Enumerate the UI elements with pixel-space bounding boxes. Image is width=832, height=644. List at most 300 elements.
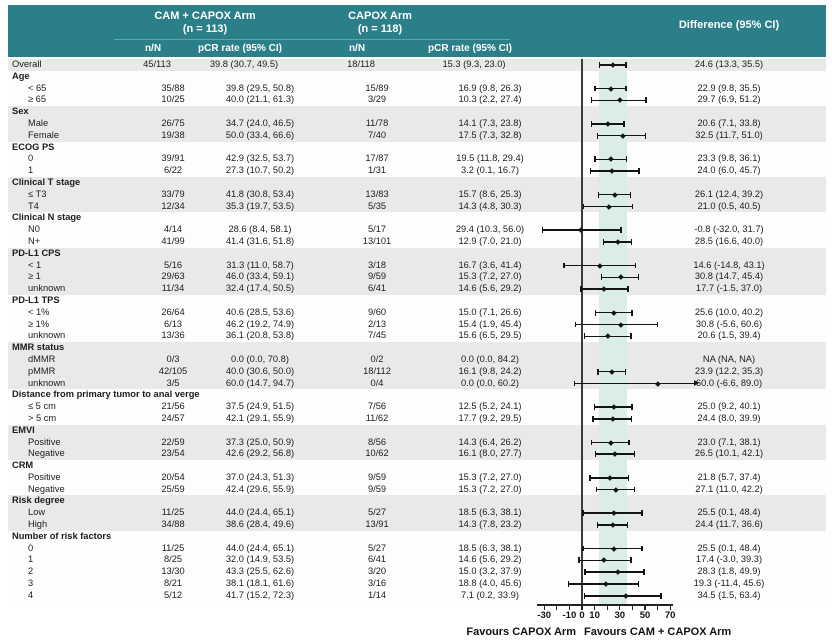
row-label: Negative <box>28 448 65 459</box>
arm2-nN-cell: 5/27 <box>367 542 387 553</box>
arm2-pcr-cell: 14.6 (5.6, 29.2) <box>458 554 522 565</box>
table-row <box>8 460 826 472</box>
row-label: N0 <box>28 224 40 235</box>
row-label: CRM <box>12 460 34 471</box>
difference-cell: 30.8 (14.7, 45.4) <box>694 271 764 282</box>
arm2-nN-cell: 8/56 <box>367 436 387 447</box>
arm2-nN-cell: 7/45 <box>367 330 387 341</box>
arm1-nN-cell: 10/25 <box>161 94 185 105</box>
arm2-pcr-cell: 29.4 (10.3, 56.0) <box>455 224 525 235</box>
arm1-nN-cell: 21/56 <box>161 401 185 412</box>
arm1-pcr-cell: 42.1 (29.1, 55.9) <box>225 412 295 423</box>
ci-upper-cap <box>626 156 628 162</box>
row-label: > 5 cm <box>28 412 57 423</box>
axis-tick-label: -10 <box>562 610 577 621</box>
axis-tick <box>607 606 608 611</box>
difference-cell: 26.1 (12.4, 39.2) <box>694 188 764 199</box>
table-row <box>8 437 826 449</box>
arm2-pcr-cell <box>426 177 522 189</box>
arm1-pcr-cell <box>192 106 296 118</box>
ci-lower-cap <box>594 404 596 410</box>
arm1-pcr-cell: 42.9 (32.5, 53.7) <box>225 153 295 164</box>
arm2-pcr-cell <box>426 389 522 401</box>
ci-lower-cap <box>584 569 586 575</box>
table-row <box>8 472 826 484</box>
difference-cell: 25.6 (10.0, 40.2) <box>694 306 764 317</box>
arm2-nN-cell <box>296 248 426 260</box>
arm2-nN-cell: 3/29 <box>367 94 387 105</box>
row-label: N+ <box>28 235 41 246</box>
difference-cell: 24.6 (13.3, 35.5) <box>694 59 764 69</box>
arm2-pcr-cell <box>426 71 522 83</box>
arm1-pcr-cell: 50.0 (33.4, 66.6) <box>225 129 295 140</box>
ci-upper-cap <box>627 286 629 292</box>
arm1-nN-cell: 23/54 <box>161 448 185 459</box>
ci-lower-cap <box>582 510 584 516</box>
arm1-nN-cell <box>122 212 192 224</box>
table-row <box>8 71 826 83</box>
arm2-nN-cell: 9/59 <box>367 471 387 482</box>
axis-tick <box>594 606 595 611</box>
arm1-pcr-cell <box>192 295 296 307</box>
ci-lower-cap <box>575 322 577 328</box>
difference-cell: 17.4 (-3.0, 39.3) <box>695 554 763 565</box>
arm2-n-text: (n = 118) <box>357 23 403 35</box>
confidence-interval-marker <box>592 418 632 420</box>
arm1-pcr-cell: 32.4 (17.4, 50.5) <box>225 283 295 294</box>
ci-lower-cap <box>580 286 582 292</box>
arm1-nN-cell: 5/12 <box>163 589 183 600</box>
arm2-pcr-cell: 15.3 (7.2, 27.0) <box>458 471 522 482</box>
confidence-interval-marker <box>595 312 633 314</box>
axis-tick <box>644 606 645 611</box>
arm1-pcr-cell: 32.0 (14.9, 53.5) <box>225 554 295 565</box>
arm2-nN-cell <box>296 495 426 507</box>
favours-right-label: Favours CAM + CAPOX Arm <box>584 626 732 638</box>
row-label: unknown <box>28 377 66 388</box>
arm2-pcr-cell: 12.5 (5.2, 24.1) <box>458 401 522 412</box>
arm2-pcr-cell <box>426 495 522 507</box>
arm2-nN-cell: 3/20 <box>367 566 387 577</box>
arm1-nN-cell: 25/59 <box>161 483 185 494</box>
axis-tick <box>670 606 671 611</box>
axis-tick <box>581 606 582 611</box>
table-row <box>8 130 826 142</box>
arm1-pcr-cell <box>192 460 296 472</box>
confidence-interval-marker <box>591 442 630 444</box>
ci-lower-cap <box>584 593 586 599</box>
row-label: 0 <box>28 153 34 164</box>
ci-upper-cap <box>635 263 637 269</box>
ci-upper-cap <box>632 204 634 210</box>
confidence-interval-marker <box>603 241 632 243</box>
arm1-nN-cell: 0/3 <box>166 353 180 364</box>
arm1-nN-cell: 13/36 <box>161 330 185 341</box>
ci-lower-cap <box>595 451 597 457</box>
favours-left-label: Favours CAPOX Arm <box>466 626 576 638</box>
arm2-nN-cell: 18/112 <box>363 365 391 376</box>
table-row <box>8 189 826 201</box>
ci-lower-cap <box>563 263 565 269</box>
arm1-nN-cell: 13/30 <box>161 566 185 577</box>
arm1-nN-cell <box>122 425 192 437</box>
ci-upper-cap <box>623 121 625 127</box>
confidence-interval-marker <box>599 64 627 66</box>
table-row <box>8 342 826 354</box>
arm1-pcr-cell: 39.8 (29.5, 50.8) <box>225 82 295 93</box>
ci-upper-cap <box>628 475 630 481</box>
table-row <box>8 495 826 507</box>
ci-lower-cap <box>595 310 597 316</box>
table-row <box>8 201 826 213</box>
row-label: Positive <box>28 471 61 482</box>
difference-cell: 14.6 (-14.8, 43.1) <box>693 259 765 270</box>
table-row <box>8 165 826 177</box>
ci-lower-cap <box>574 381 576 387</box>
arm1-pcr-cell <box>192 248 296 260</box>
confidence-interval-marker <box>591 123 625 125</box>
arm1-nN-cell: 45/113 <box>143 59 171 69</box>
confidence-interval-marker <box>584 336 632 338</box>
col-header-arm2-nN: n/N <box>348 43 366 54</box>
point-estimate-marker <box>578 227 583 232</box>
table-row <box>8 590 826 602</box>
table-row <box>8 212 826 224</box>
arm1-pcr-cell: 38.1 (18.1, 61.6) <box>225 578 295 589</box>
ci-lower-cap <box>584 333 586 339</box>
table-row <box>8 554 826 566</box>
row-label: MMR status <box>12 342 65 353</box>
arm1-nN-cell: 6/22 <box>163 165 183 176</box>
difference-cell: 24.4 (11.7, 36.6) <box>695 519 763 530</box>
ci-upper-cap <box>657 322 659 328</box>
arm1-pcr-cell <box>192 425 296 437</box>
ci-lower-cap <box>542 227 544 233</box>
difference-cell: 60.0 (-6.6, 89.0) <box>695 377 763 388</box>
arm1-pcr-cell: 44.0 (24.4, 65.1) <box>225 542 295 553</box>
arm1-pcr-cell: 40.0 (30.6, 50.0) <box>225 365 295 376</box>
ci-upper-cap <box>638 581 640 587</box>
arm1-nN-cell: 5/16 <box>163 259 183 270</box>
row-label: Clinical N stage <box>12 212 82 223</box>
arm2-header <box>284 10 476 36</box>
ci-upper-cap <box>638 168 640 174</box>
confidence-interval-marker <box>596 489 635 491</box>
confidence-interval-marker <box>597 524 628 526</box>
arm1-header <box>114 10 296 36</box>
ci-upper-cap <box>645 133 647 139</box>
arm1-pcr-cell <box>192 495 296 507</box>
table-row <box>8 271 826 283</box>
ci-lower-cap <box>591 121 593 127</box>
ci-upper-cap <box>620 227 622 233</box>
axis-tick <box>619 606 620 611</box>
arm1-pcr-cell <box>192 212 296 224</box>
arm2-pcr-cell <box>426 212 522 224</box>
arm2-nN-cell <box>296 71 426 83</box>
table-row <box>8 378 826 390</box>
arm1-pcr-cell: 35.3 (19.7, 53.5) <box>225 200 295 211</box>
table-row <box>8 366 826 378</box>
arm2-nN-cell: 18/118 <box>347 59 375 69</box>
arm2-pcr-cell: 16.1 (8.0, 27.7) <box>458 448 522 459</box>
row-label: dMMR <box>28 353 56 364</box>
arm2-pcr-cell: 12.9 (7.0, 21.0) <box>458 235 522 246</box>
ci-upper-cap <box>645 97 647 103</box>
arm2-nN-cell: 5/27 <box>367 507 387 518</box>
difference-cell: 20.6 (7.1, 33.8) <box>697 117 761 128</box>
point-estimate-marker <box>655 381 660 386</box>
col-header-arm1-nN: n/N <box>144 43 162 54</box>
table-row <box>8 401 826 413</box>
difference-cell: 23.9 (12.2, 35.3) <box>694 365 764 376</box>
arm2-pcr-cell: 14.3 (4.8, 30.3) <box>458 200 522 211</box>
axis-tick-label: 50 <box>639 610 651 621</box>
arm2-nN-cell <box>296 212 426 224</box>
row-label: 2 <box>28 566 34 577</box>
arm2-pcr-cell: 15.6 (6.5, 29.5) <box>458 330 522 341</box>
table-row <box>8 248 826 260</box>
ci-upper-cap <box>631 404 633 410</box>
difference-cell: 28.3 (1.8, 49.9) <box>697 566 761 577</box>
arm1-pcr-cell: 28.6 (8.4, 58.1) <box>228 224 292 235</box>
arm1-pcr-cell <box>192 142 296 154</box>
arm2-pcr-cell: 0.0 (0.0, 84.2) <box>461 353 519 364</box>
confidence-interval-marker <box>580 288 629 290</box>
confidence-interval-marker <box>594 88 626 90</box>
table-row <box>8 543 826 555</box>
row-label: 1 <box>28 554 34 565</box>
arm2-pcr-cell: 18.5 (6.3, 38.1) <box>458 542 522 553</box>
ci-lower-cap <box>568 581 570 587</box>
arm1-pcr-cell: 42.6 (29.2, 56.8) <box>225 448 295 459</box>
row-label: EMVI <box>12 424 35 435</box>
row-label: T4 <box>28 200 39 211</box>
arm2-title-text: CAPOX Arm <box>348 10 412 22</box>
x-axis-line <box>537 604 673 606</box>
row-label: < 1% <box>28 306 50 317</box>
arm1-nN-cell <box>122 295 192 307</box>
difference-cell: 26.5 (10.1, 42.1) <box>694 448 764 459</box>
difference-cell: 28.5 (16.6, 40.0) <box>694 235 764 246</box>
arm2-pcr-cell: 17.5 (7.3, 32.8) <box>458 129 522 140</box>
ci-upper-cap <box>631 310 633 316</box>
axis-tick <box>569 606 570 611</box>
arm2-pcr-cell: 17.7 (9.2, 29.5) <box>458 412 522 423</box>
arm1-nN-cell <box>122 531 192 543</box>
row-label: ≤ T3 <box>28 188 47 199</box>
arm2-nN-cell: 3/18 <box>367 259 387 270</box>
difference-cell: -0.8 (-32.0, 31.7) <box>694 224 764 235</box>
arm1-nN-cell: 6/13 <box>163 318 183 329</box>
arm1-pcr-cell: 0.0 (0.0, 70.8) <box>231 353 289 364</box>
arm2-nN-cell: 9/60 <box>367 306 387 317</box>
confidence-interval-marker <box>563 265 636 267</box>
table-row <box>8 94 826 106</box>
arm2-nN-cell: 11/78 <box>365 117 389 128</box>
arm2-nN-cell: 2/13 <box>367 318 387 329</box>
difference-cell: 23.0 (7.1, 38.1) <box>697 436 761 447</box>
arm1-nN-cell: 34/88 <box>161 519 185 530</box>
arm1-nN-cell <box>122 495 192 507</box>
ci-lower-cap <box>597 133 599 139</box>
arm1-nN-cell: 26/75 <box>161 117 185 128</box>
axis-tick <box>556 606 557 611</box>
ci-lower-cap <box>582 546 584 552</box>
arm2-pcr-cell <box>426 425 522 437</box>
arm2-nN-cell: 6/41 <box>367 554 387 565</box>
table-row <box>8 177 826 189</box>
row-label: 4 <box>28 589 34 600</box>
axis-tick-label: 30 <box>614 610 626 621</box>
arm2-nN-cell <box>296 177 426 189</box>
confidence-interval-marker <box>584 595 662 597</box>
arm2-pcr-cell <box>426 342 522 354</box>
arm2-nN-cell: 7/40 <box>367 129 387 140</box>
arm2-pcr-cell: 3.2 (0.1, 16.7) <box>461 165 519 176</box>
row-label: ≥ 1 <box>28 271 41 282</box>
arm1-nN-cell: 8/21 <box>163 578 183 589</box>
confidence-interval-marker <box>583 206 633 208</box>
ci-upper-cap <box>638 274 640 280</box>
confidence-interval-marker <box>595 453 635 455</box>
arm2-pcr-cell: 14.6 (5.6, 29.2) <box>458 283 522 294</box>
arm1-pcr-cell: 27.3 (10.7, 50.2) <box>225 165 295 176</box>
ci-upper-cap <box>634 451 636 457</box>
table-row <box>8 389 826 401</box>
arm1-nN-cell: 11/34 <box>161 283 185 294</box>
table-row <box>8 354 826 366</box>
arm2-pcr-cell: 10.3 (2.2, 27.4) <box>458 94 522 105</box>
arm1-nN-cell: 20/54 <box>161 471 185 482</box>
arm2-pcr-cell: 15.3 (7.2, 27.0) <box>458 271 522 282</box>
confidence-interval-marker <box>597 371 626 373</box>
difference-column-header: Difference (95% CI) <box>678 19 780 31</box>
ci-lower-cap <box>597 369 599 375</box>
difference-cell: 24.0 (6.0, 45.7) <box>697 165 761 176</box>
arm2-nN-cell: 13/91 <box>365 519 389 530</box>
table-row <box>8 118 826 130</box>
row-label: High <box>28 519 48 530</box>
arm1-pcr-cell: 41.7 (15.2, 72.3) <box>225 589 295 600</box>
difference-cell: 27.1 (11.0, 42.2) <box>695 483 763 494</box>
row-label: Number of risk factors <box>12 530 112 541</box>
confidence-interval-marker <box>578 560 631 562</box>
arm2-pcr-cell: 15.3 (9.3, 23.0) <box>442 59 506 69</box>
arm1-nN-cell: 11/25 <box>161 507 185 518</box>
confidence-interval-marker <box>591 100 647 102</box>
ci-lower-cap <box>598 192 600 198</box>
arm1-pcr-cell: 38.6 (28.4, 49.6) <box>225 519 295 530</box>
row-label: ≥ 1% <box>28 318 50 329</box>
arm2-pcr-cell: 14.1 (7.3, 23.8) <box>458 117 522 128</box>
difference-cell: 30.8 (-5.6, 60.6) <box>695 318 763 329</box>
arm1-pcr-cell: 42.4 (29.6, 55.9) <box>225 483 295 494</box>
arm1-pcr-cell: 41.8 (30.8, 53.4) <box>225 188 295 199</box>
confidence-interval-marker <box>598 194 632 196</box>
arm1-nN-cell <box>122 342 192 354</box>
table-row <box>8 578 826 590</box>
arm1-nN-cell: 26/64 <box>161 306 185 317</box>
arm2-nN-cell: 3/16 <box>367 578 387 589</box>
ci-lower-cap <box>578 557 580 563</box>
arm2-nN-cell: 9/59 <box>367 483 387 494</box>
arm1-nN-cell: 3/5 <box>166 377 180 388</box>
arm2-pcr-cell: 15.4 (1.9, 45.4) <box>458 318 522 329</box>
arm2-pcr-cell: 16.9 (9.8, 26.3) <box>458 82 522 93</box>
arrow-right-icon <box>694 380 699 386</box>
arm1-pcr-cell: 44.0 (24.4, 65.1) <box>225 507 295 518</box>
table-row <box>8 319 826 331</box>
table-row <box>8 531 826 543</box>
arm2-nN-cell: 0/2 <box>370 353 384 364</box>
arm1-pcr-cell: 40.6 (28.5, 53.6) <box>225 306 295 317</box>
arm1-nN-cell <box>122 106 192 118</box>
difference-cell: NA (NA, NA) <box>702 353 756 364</box>
axis-tick-label: 70 <box>664 610 676 621</box>
axis-tick-label: 0 <box>579 610 585 621</box>
ci-lower-cap <box>601 274 603 280</box>
arm1-pcr-cell: 37.3 (25.0, 50.9) <box>225 436 295 447</box>
arm2-nN-cell: 9/59 <box>367 271 387 282</box>
arm2-pcr-cell: 7.1 (0.2, 33.9) <box>461 589 519 600</box>
ci-upper-cap <box>641 546 643 552</box>
arm2-pcr-cell <box>426 531 522 543</box>
arm2-nN-cell: 10/62 <box>365 448 389 459</box>
ci-lower-cap <box>594 86 596 92</box>
arm2-nN-cell <box>296 425 426 437</box>
arm1-pcr-cell: 36.1 (20.8, 53.8) <box>225 330 295 341</box>
ci-upper-cap <box>634 487 636 493</box>
arm2-pcr-cell: 15.0 (3.2, 37.9) <box>458 566 522 577</box>
arm2-nN-cell: 7/56 <box>367 401 387 412</box>
arm1-pcr-cell: 40.0 (21.1, 61.3) <box>225 94 295 105</box>
row-label: PD-L1 TPS <box>12 294 60 305</box>
ci-upper-cap <box>643 569 645 575</box>
row-label: 3 <box>28 578 34 589</box>
confidence-interval-marker <box>568 583 640 585</box>
table-row <box>8 425 826 437</box>
difference-cell: 17.7 (-1.5, 37.0) <box>695 283 763 294</box>
arm1-nN-cell: 11/25 <box>161 542 185 553</box>
arm2-pcr-cell <box>426 142 522 154</box>
arm2-pcr-cell: 16.1 (9.8, 24.2) <box>458 365 522 376</box>
table-row <box>8 295 826 307</box>
table-row <box>8 448 826 460</box>
row-label: Low <box>28 507 46 518</box>
row-label: PD-L1 CPS <box>12 247 61 258</box>
arm2-pcr-cell: 15.0 (7.1, 26.6) <box>458 306 522 317</box>
col-header-arm1-pcr: pCR rate (95% CI) <box>198 43 282 54</box>
confidence-interval-marker <box>597 135 647 137</box>
ci-upper-cap <box>660 593 662 599</box>
ci-lower-cap <box>591 97 593 103</box>
difference-cell: 25.0 (9.2, 40.1) <box>697 401 761 412</box>
difference-cell: 23.3 (9.8, 36.1) <box>697 153 761 164</box>
row-label: Clinical T stage <box>12 176 81 187</box>
arm1-pcr-cell <box>192 342 296 354</box>
arm2-nN-cell <box>296 106 426 118</box>
arm2-nN-cell: 13/83 <box>365 188 389 199</box>
arm1-pcr-cell: 41.4 (31.6, 51.8) <box>225 235 295 246</box>
arm2-pcr-cell: 18.8 (4.0, 45.6) <box>458 578 522 589</box>
row-label: 1 <box>28 165 34 176</box>
row-label: < 65 <box>28 82 47 93</box>
arm2-pcr-cell: 18.5 (6.3, 38.1) <box>458 507 522 518</box>
arm1-pcr-cell: 34.7 (24.0, 46.5) <box>225 117 295 128</box>
zero-reference-line <box>581 59 583 604</box>
arm2-pcr-cell <box>426 248 522 260</box>
